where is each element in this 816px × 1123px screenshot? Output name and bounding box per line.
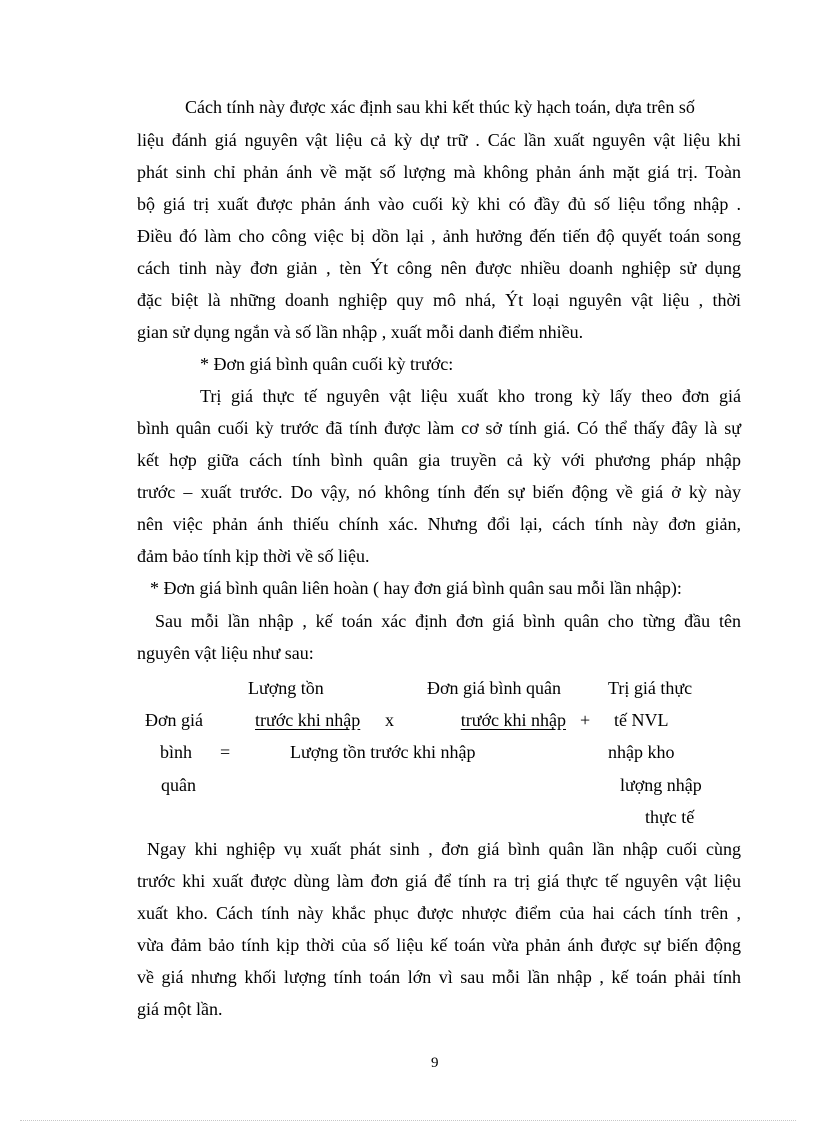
paragraph1-line: Cách tính này được xác định sau khi kết thúc kỳ hạch toán, dựa trên số [185,97,695,117]
intro-line: nguyên vật liệu như sau: [137,643,314,663]
paragraph2-line: trước – xuất trước. Do vậy, nó không tính đến sự biến động về giá ở kỳ này [137,482,741,502]
formula-term3-line1: Trị giá thực [608,678,693,698]
formula-term1-top: Lượng tồn [248,678,324,698]
paragraph2-line: bình quân cuối kỳ trước đã tính được làm cơ sở tính giá. Có thể thấy đây là sự [137,418,741,438]
formula-term2-bottom: trước khi nhập [460,710,566,730]
formula-lhs-line2: bình [160,742,193,762]
formula-equals-sign: = [220,742,231,762]
paragraph3-line: giá một lần. [137,999,223,1019]
paragraph3-line: trước khi xuất được dùng làm đơn giá để tính ra trị giá thực tế nguyên vật liệu [137,871,741,891]
paragraph2-line: nên việc phản ánh thiếu chính xác. Nhưng đổi lại, cách tính này đơn giản, [137,514,741,534]
formula-denominator-tail: lượng nhập [620,775,702,795]
page-bottom-rule [20,1120,796,1121]
paragraph2-line: Trị giá thực tế nguyên vật liệu xuất kho trong kỳ lấy theo đơn giá [200,386,741,406]
intro-line: Sau mỗi lần nhập , kế toán xác định đơn giá bình quân cho từng đầu tên [155,611,741,631]
paragraph1-line: bộ giá trị xuất được phản ánh vào cuối kỳ khi có đầy đủ số liệu tổng nhập . [137,194,741,214]
formula-term3-line2: tế NVL [614,710,669,730]
paragraph1-line: đặc biệt là những doanh nghiệp quy mô nhá, Ýt loại nguyên vật liệu , thời [137,290,741,310]
paragraph1-line: gian sử dụng ngắn và số lần nhập , xuất mỗi danh điểm nhiều. [137,322,584,342]
paragraph2-line: đảm bảo tính kịp thời về số liệu. [137,546,370,566]
formula-denominator: Lượng tồn trước khi nhập [290,742,476,762]
paragraph1-line: cách tinh này đơn giản , tèn Ýt công nên được nhiều doanh nghiệp sử dụng [137,258,741,278]
paragraph1-line: Điều đó làm cho công việc bị dồn lại , ảnh hưởng đến tiến độ quyết toán song [137,226,741,246]
paragraph3-line: vừa đảm bảo tính kịp thời của số liệu kế toán vừa phản ánh được sự biến động [137,935,741,955]
paragraph2-line: kết hợp giữa cách tính bình quân gia truyền cả kỳ với phương pháp nhập [137,450,741,470]
formula-times-sign: x [385,710,394,730]
formula-lhs-line1: Đơn giá [145,710,204,730]
formula-term2-top: Đơn giá bình quân [427,678,561,698]
formula-term1-bottom: trước khi nhập [255,710,361,730]
paragraph1-line: liệu đánh giá nguyên vật liệu cả kỳ dự trữ . Các lần xuất nguyên vật liệu khi [137,130,741,150]
paragraph1-line: phát sinh chỉ phản ánh về mặt số lượng mà không phản ánh mặt giá trị. Toàn [137,162,741,182]
page-number: 9 [431,1055,439,1071]
section-heading: * Đơn giá bình quân liên hoàn ( hay đơn giá bình quân sau mỗi lần nhập): [150,578,682,598]
formula-denominator-tail: thực tế [645,807,695,827]
formula-plus-sign: + [580,710,591,730]
paragraph3-line: về giá nhưng khối lượng tính toán lớn vì sau mỗi lần nhập , kế toán phải tính [137,967,741,987]
paragraph3-line: Ngay khi nghiệp vụ xuất phát sinh , đơn giá bình quân lần nhập cuối cùng [147,839,741,859]
formula-term3-line3: nhập kho [608,742,675,762]
section-heading: * Đơn giá bình quân cuối kỳ trước: [200,354,454,374]
paragraph3-line: xuất kho. Cách tính này khắc phục được nhược điểm của hai cách tính trên , [137,903,741,923]
formula-lhs-line3: quân [161,775,196,795]
